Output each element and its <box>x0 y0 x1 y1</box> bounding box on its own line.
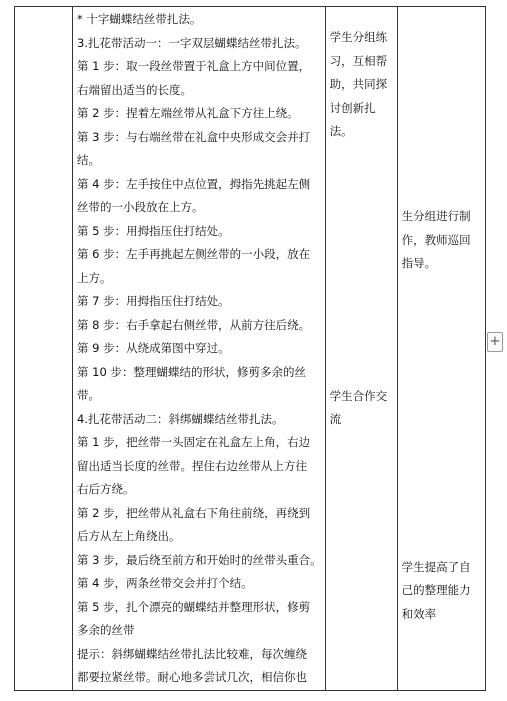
step-text-line: 多余的丝带 <box>77 623 135 637</box>
step-text-line: 提示：斜绑蝴蝶结丝带扎法比较难，每次缠绕 <box>77 646 307 661</box>
step-text-line: 第 5 步：用拇指压住打结处。 <box>77 223 230 238</box>
step-text-line: 3.扎花带活动一：一字双层蝴蝶结丝带扎法。 <box>77 35 307 50</box>
activity-text-line: 流 <box>329 412 342 426</box>
intent-text-line: 己的整理能力 <box>401 583 471 597</box>
step-text-line: 留出适当长度的丝带。捏住右边丝带从上方往 <box>77 458 307 473</box>
table-cell-empty <box>15 7 73 691</box>
activity-text-line: 习，互相帮 <box>329 53 388 68</box>
step-text-line: 4.扎花带活动二：斜绑蝴蝶结丝带扎法。 <box>77 411 284 426</box>
step-text-line: 右后方绕。 <box>77 482 135 496</box>
design-intent-improvement <box>402 556 482 627</box>
student-activity-cooperation <box>330 385 394 432</box>
step-text-line: 第 6 步：左手再挑起左侧丝带的一小段，放在 <box>77 247 311 261</box>
activity-text-line: 学生分组练 <box>329 30 388 44</box>
table-row <box>15 7 486 691</box>
step-text-line: 第 1 步，把丝带一头固定在礼盒左上角，右边 <box>77 435 311 449</box>
step-text-line: 第 7 步：用拇指压住打结处。 <box>77 294 230 308</box>
intent-text-line: 学生提高了自 <box>401 559 471 574</box>
add-row-button[interactable]: + <box>487 332 503 352</box>
student-activity-group-practice <box>330 26 394 144</box>
step-text-line: 第 4 步：左手按住中点位置，拇指先挑起左侧 <box>77 176 311 191</box>
activity-text-line: 讨创新扎 <box>329 100 376 115</box>
activity-text-line: 学生合作交 <box>329 388 388 403</box>
activity-text-line: 法。 <box>329 124 353 138</box>
teaching-steps-cell <box>73 7 326 691</box>
intent-text-line: 作，教师巡回 <box>401 232 471 247</box>
step-text-line: 右端留出适当的长度。 <box>77 82 192 97</box>
design-intent-group-making <box>402 205 482 276</box>
step-text-line: 第 3 步，最后绕至前方和开始时的丝带头重合。 <box>77 552 322 567</box>
step-text-line: 第 5 步，扎个漂亮的蝴蝶结并整理形状，修剪 <box>77 599 311 614</box>
step-text-line: 带。 <box>77 388 100 402</box>
step-text-line: 第 1 步：取一段丝带置于礼盒上方中间位置， <box>77 59 311 73</box>
step-text-line: * 十字蝴蝶结丝带扎法。 <box>77 12 202 26</box>
step-text-line: 第 4 步，两条丝带交会并打个结。 <box>77 576 253 590</box>
step-text-line: 丝带的一小段放在上方。 <box>77 200 204 214</box>
intent-text-line: 和效率 <box>401 606 437 621</box>
step-text-line: 上方。 <box>77 270 112 285</box>
step-text-line: 都要拉紧丝带。耐心地多尝试几次，相信你也 <box>77 670 307 684</box>
step-text-line: 结。 <box>77 153 100 167</box>
student-activity-cell <box>325 7 397 691</box>
step-text-line: 第 2 步，把丝带从礼盒右下角往前绕，再绕到 <box>77 505 311 520</box>
step-text-line: 第 10 步：整理蝴蝶结的形状，修剪多余的丝 <box>77 364 306 379</box>
intent-text-line: 指导。 <box>401 256 437 270</box>
step-text-line: 第 3 步：与右端丝带在礼盒中央形成交会并打 <box>77 129 311 144</box>
step-text-line: 后方从左上角绕出。 <box>77 529 181 543</box>
lesson-plan-table <box>14 6 486 691</box>
step-text-line: 第 9 步：从绕成第图中穿过。 <box>77 341 230 355</box>
activity-text-line: 助，共同探 <box>329 77 388 91</box>
intent-text-line: 生分组进行制 <box>401 209 471 223</box>
step-text-line: 第 2 步：捏着左端丝带从礼盒下方往上绕。 <box>77 106 299 120</box>
design-intent-cell <box>397 7 485 691</box>
step-text-line: 第 8 步：右手拿起右侧丝带，从前方往后绕。 <box>77 317 311 332</box>
